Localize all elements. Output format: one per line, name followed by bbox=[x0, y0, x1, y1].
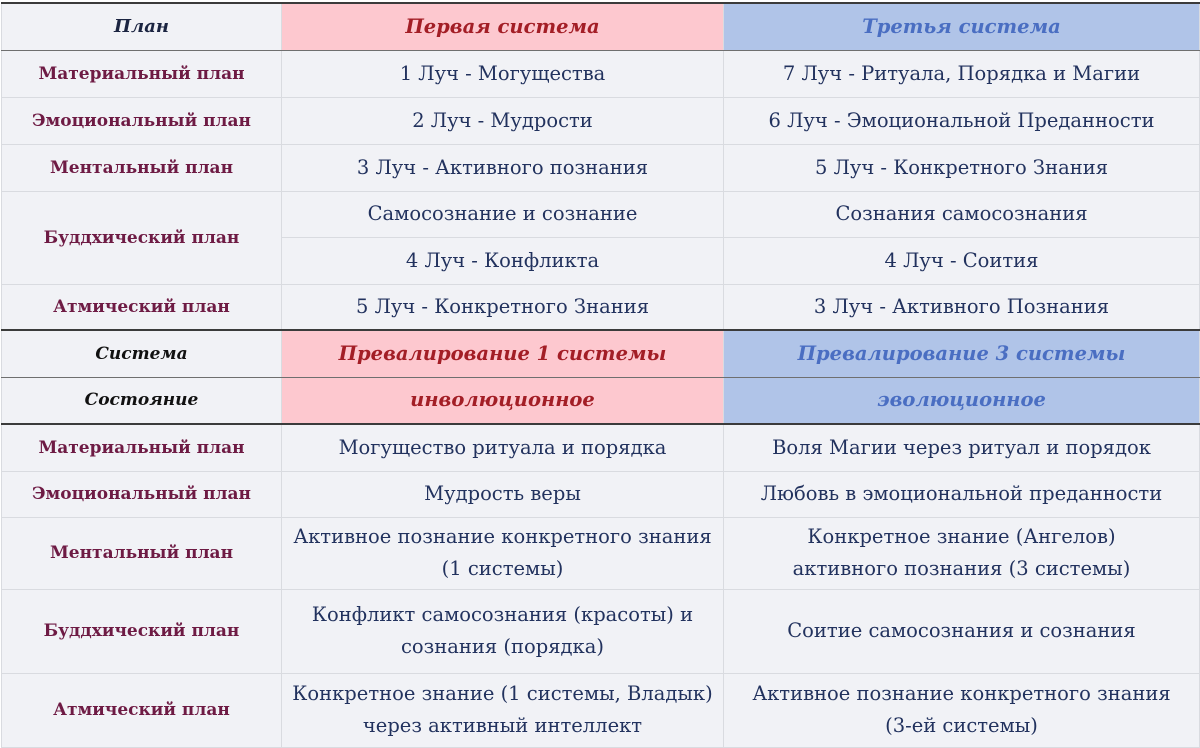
system-first: Превалирование 1 системы bbox=[282, 330, 724, 377]
third-system-cell: Сознания самосознания bbox=[724, 191, 1200, 237]
header-plan: План bbox=[2, 3, 282, 50]
system-third: Превалирование 3 системы bbox=[724, 330, 1200, 377]
first-system-cell: 4 Луч - Конфликта bbox=[282, 237, 724, 284]
plane-label: Буддхический план bbox=[2, 191, 282, 284]
third-system-cell bbox=[724, 673, 1200, 747]
cell-line: Активное познание конкретного знания bbox=[752, 682, 1171, 705]
plane-label: Эмоциональный план bbox=[2, 471, 282, 517]
rays-comparison-table bbox=[1, 2, 1200, 748]
first-system-cell: 5 Луч - Конкретного Знания bbox=[282, 284, 724, 330]
plane-label: Материальный план bbox=[2, 50, 282, 97]
cell-line: Конкретное знание (1 системы, Владык) bbox=[292, 682, 713, 705]
table-row bbox=[2, 50, 1200, 97]
first-system-cell bbox=[282, 424, 724, 471]
third-system-cell bbox=[724, 471, 1200, 517]
cell-line: активного познания (3 системы) bbox=[792, 557, 1131, 580]
plane-label: Атмический план bbox=[2, 284, 282, 330]
third-system-cell: 7 Луч - Ритуала, Порядка и Магии bbox=[724, 50, 1200, 97]
table-row bbox=[2, 589, 1200, 673]
first-system-cell bbox=[282, 589, 724, 673]
table-row bbox=[2, 471, 1200, 517]
cell-line: Конкретное знание (Ангелов) bbox=[807, 525, 1116, 548]
first-system-cell bbox=[282, 471, 724, 517]
third-system-cell bbox=[724, 589, 1200, 673]
plane-label: Атмический план bbox=[2, 673, 282, 747]
header-third-system: Третья система bbox=[724, 3, 1200, 50]
state-header-row bbox=[2, 377, 1200, 424]
plane-label: Ментальный план bbox=[2, 144, 282, 191]
first-system-cell: 2 Луч - Мудрости bbox=[282, 97, 724, 144]
table-row bbox=[2, 191, 1200, 237]
cell-line: Конфликт самосознания (красоты) и bbox=[311, 603, 694, 626]
cell-line: Мудрость веры bbox=[424, 482, 581, 505]
state-label: Состояние bbox=[2, 377, 282, 424]
system-label: Система bbox=[2, 330, 282, 377]
third-system-cell bbox=[724, 517, 1200, 589]
plane-label: Буддхический план bbox=[2, 589, 282, 673]
first-system-cell bbox=[282, 673, 724, 747]
table-row bbox=[2, 424, 1200, 471]
state-third: эволюционное bbox=[724, 377, 1200, 424]
third-system-cell: 6 Луч - Эмоциональной Преданности bbox=[724, 97, 1200, 144]
table-row bbox=[2, 517, 1200, 589]
third-system-cell: 4 Луч - Соития bbox=[724, 237, 1200, 284]
cell-line: (3-ей системы) bbox=[885, 714, 1038, 737]
cell-line: Воля Магии через ритуал и порядок bbox=[772, 435, 1151, 459]
first-system-cell bbox=[282, 517, 724, 589]
state-first: инволюционное bbox=[282, 377, 724, 424]
table-row bbox=[2, 97, 1200, 144]
plane-label: Ментальный план bbox=[2, 517, 282, 589]
cell-line: через активный интеллект bbox=[362, 714, 643, 737]
plane-label: Материальный план bbox=[2, 424, 282, 471]
third-system-cell bbox=[724, 424, 1200, 471]
first-system-cell: 1 Луч - Могущества bbox=[282, 50, 724, 97]
third-system-cell: 5 Луч - Конкретного Знания bbox=[724, 144, 1200, 191]
table-row bbox=[2, 284, 1200, 330]
table-row bbox=[2, 673, 1200, 747]
header-first-system: Первая система bbox=[282, 3, 724, 50]
cell-line: Соитие самосознания и сознания bbox=[787, 619, 1136, 642]
cell-line: Любовь в эмоциональной преданности bbox=[760, 482, 1163, 505]
cell-line: (1 системы) bbox=[441, 557, 564, 580]
first-system-cell: Самосознание и сознание bbox=[282, 191, 724, 237]
system-header-row bbox=[2, 330, 1200, 377]
table-header-row bbox=[2, 3, 1200, 50]
cell-line: сознания (порядка) bbox=[401, 635, 604, 658]
third-system-cell: 3 Луч - Активного Познания bbox=[724, 284, 1200, 330]
plane-label: Эмоциональный план bbox=[2, 97, 282, 144]
table-row bbox=[2, 144, 1200, 191]
cell-line: Активное познание конкретного знания bbox=[293, 525, 712, 548]
first-system-cell: 3 Луч - Активного познания bbox=[282, 144, 724, 191]
cell-line: Могущество ритуала и порядка bbox=[338, 435, 667, 459]
